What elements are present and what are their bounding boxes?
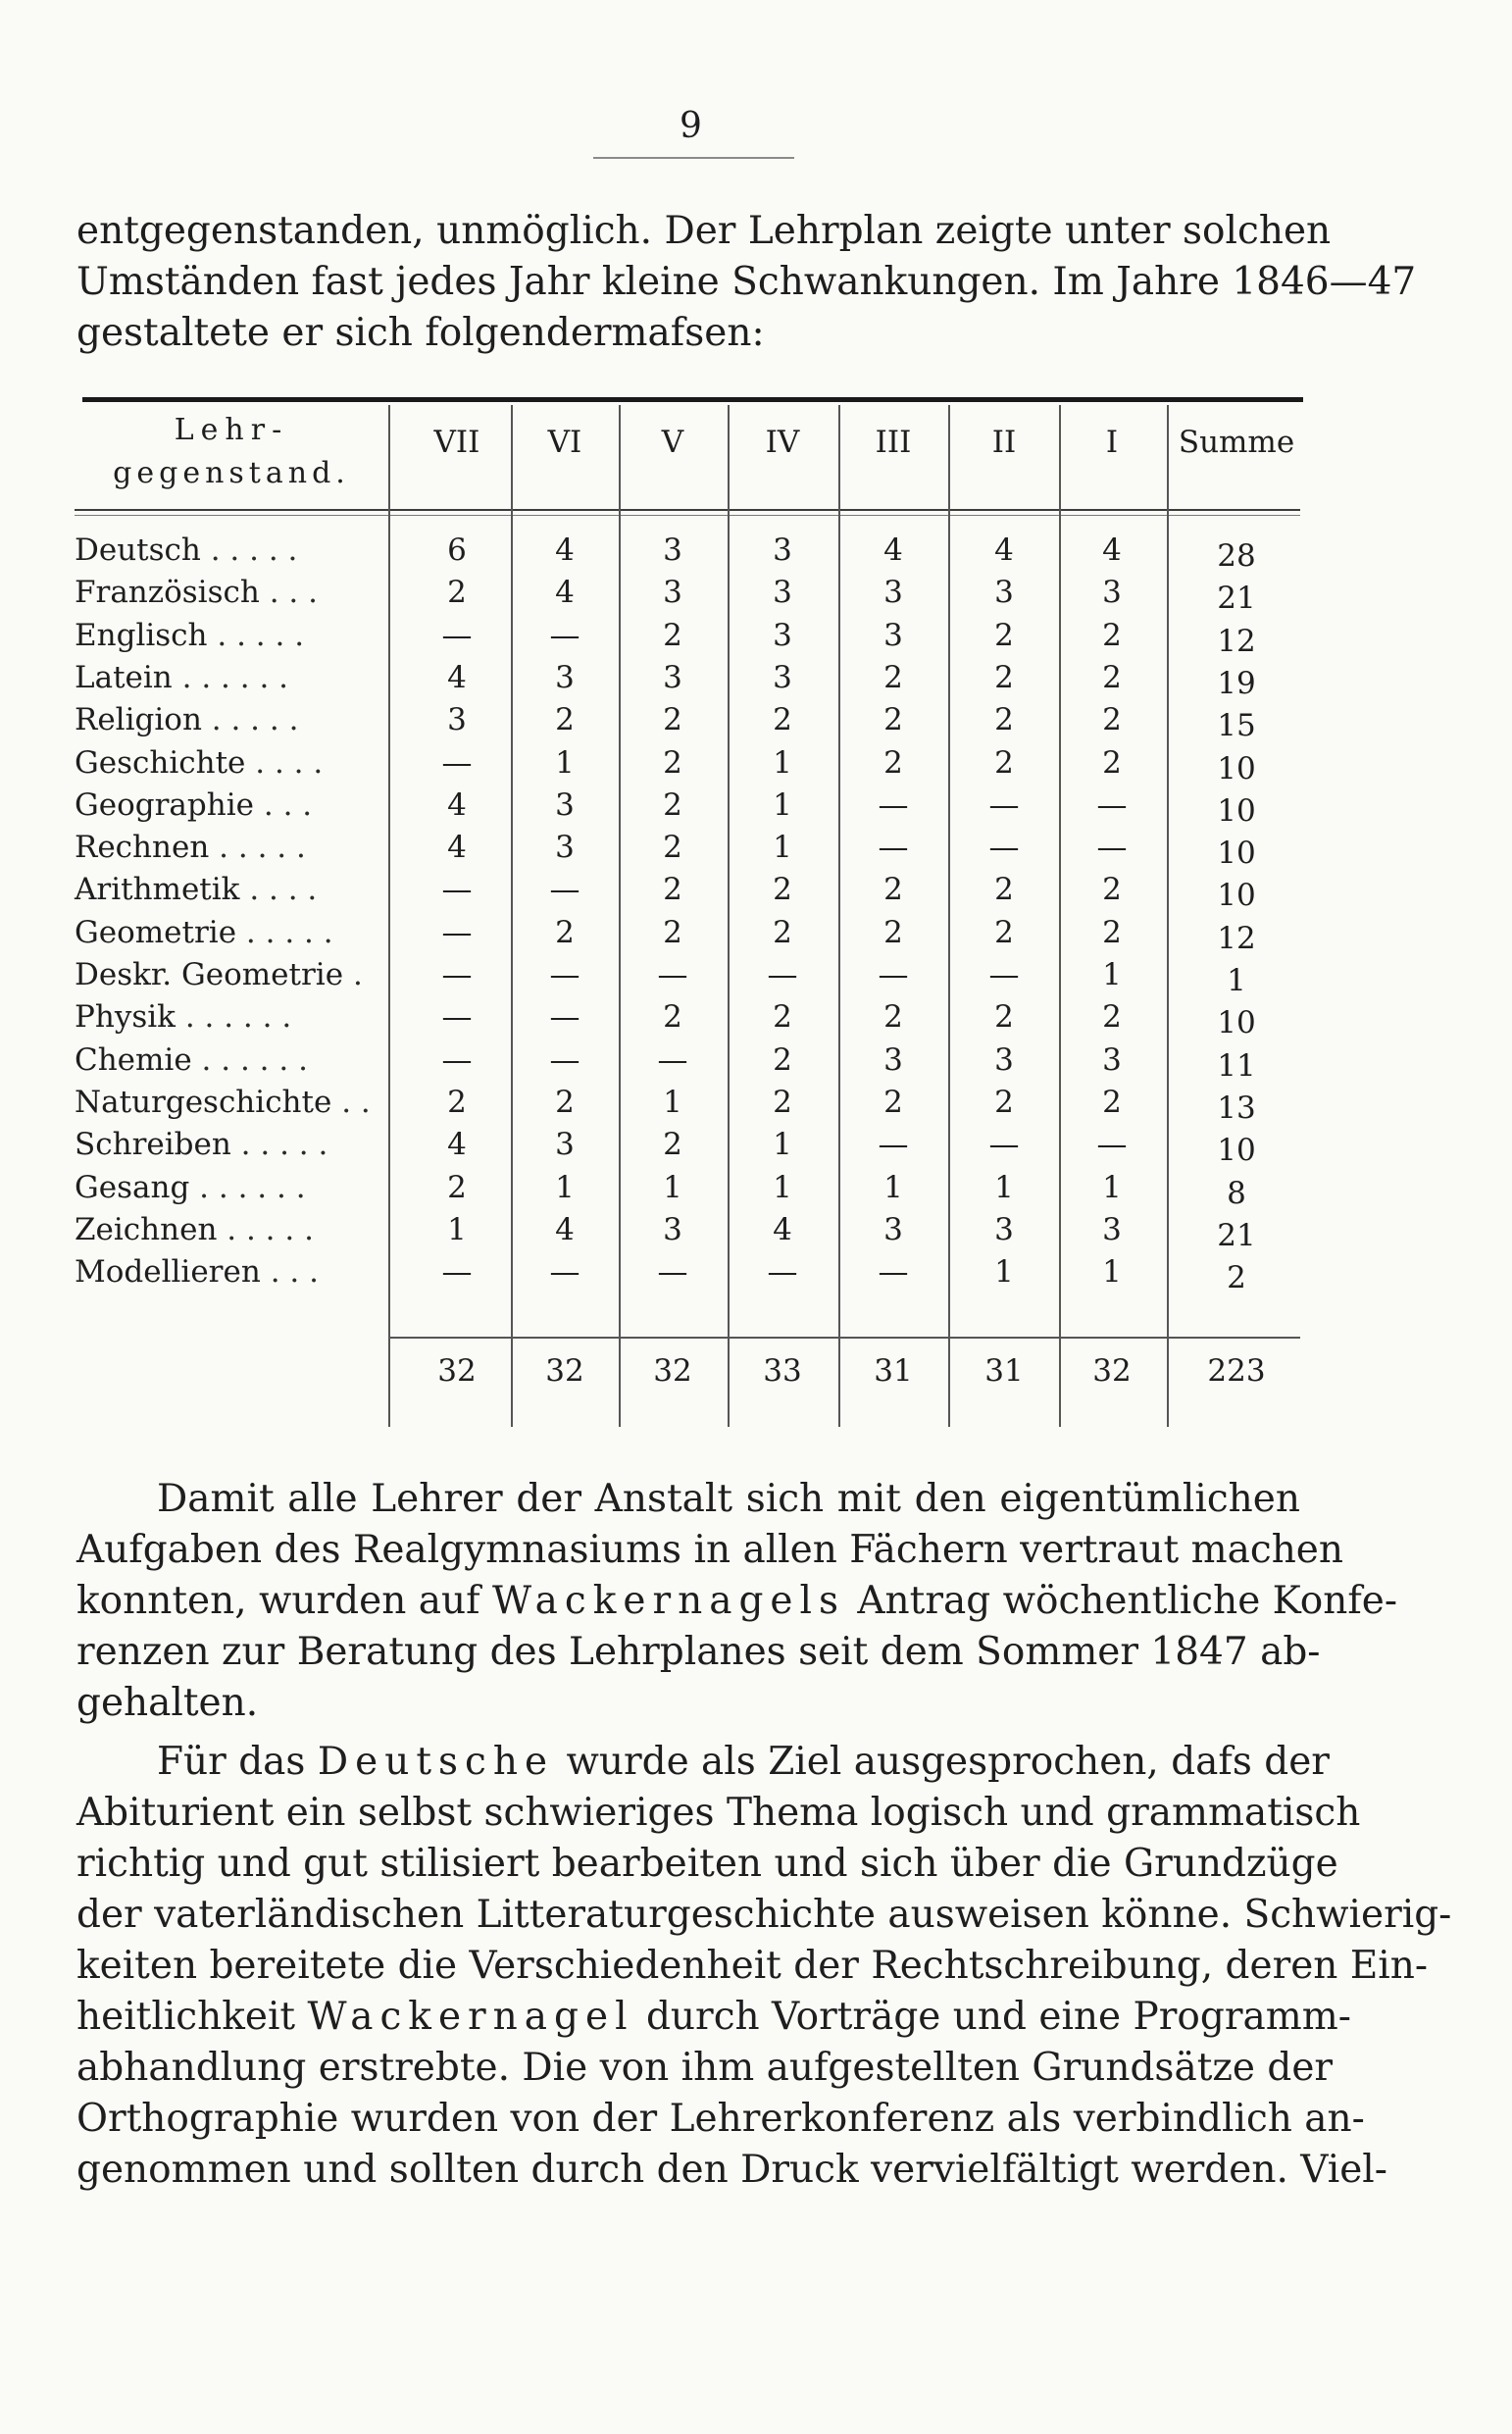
table-cell: 3 [555, 786, 575, 823]
table-cell: 2 [1102, 872, 1122, 908]
table-cell: — [549, 617, 580, 653]
table-cell: 12 [1217, 920, 1256, 956]
table-cell: — [441, 744, 473, 781]
table-cell: 3 [773, 617, 792, 653]
paragraph-line: richtig und gut stilisiert bearbeiten und sich über die Grundzüge [76, 1842, 1338, 1886]
table-cell: 3 [555, 830, 575, 866]
table-row [75, 532, 1300, 575]
text-span: wurde als Ziel ausgesprochen, dafs der [566, 1740, 1330, 1784]
table-cell: — [878, 786, 909, 823]
table-cell: — [441, 1254, 473, 1291]
table-cell: 2 [447, 575, 467, 611]
table-cell: 2 [1102, 744, 1122, 781]
table-cell: 4 [883, 532, 903, 568]
paragraph-line [76, 1737, 1330, 1788]
table-cell: 3 [1102, 1041, 1122, 1078]
table-cell: 10 [1217, 792, 1256, 829]
paragraph-deutsch [76, 1737, 1452, 2196]
row-subject [75, 1170, 388, 1205]
table-cell: 2 [1227, 1260, 1246, 1296]
table-cell: 10 [1217, 836, 1256, 872]
table-cell: 2 [883, 872, 903, 908]
table-cell: 2 [447, 1169, 467, 1205]
table-cell: 21 [1217, 581, 1256, 617]
table-cell: 2 [994, 914, 1014, 950]
table-cell: — [657, 1254, 688, 1291]
table-cell: 2 [883, 702, 903, 738]
table-cell: 1 [1102, 1254, 1122, 1291]
table-cell: 2 [663, 617, 682, 653]
table-cell: 2 [994, 872, 1014, 908]
table-cell: 2 [883, 1084, 903, 1120]
row-subject [75, 999, 388, 1035]
table-cell: 4 [447, 659, 467, 695]
table-row [75, 1212, 1300, 1254]
table-cell: 2 [663, 830, 682, 866]
table-cell: — [657, 1041, 688, 1078]
table-cell: 2 [447, 1084, 467, 1120]
total-cell: 32 [437, 1353, 477, 1389]
column-header: Summe [1178, 425, 1295, 460]
table-cell: 19 [1217, 665, 1256, 701]
column-header: VII [433, 425, 480, 460]
table-cell: 4 [447, 786, 467, 823]
paragraph-line: Damit alle Lehrer der Anstalt sich mit den eigentümlichen [157, 1477, 1300, 1521]
row-subject [75, 1212, 388, 1247]
table-cell: — [549, 1041, 580, 1078]
table-cell: 2 [1102, 659, 1122, 695]
table-cell: 2 [663, 872, 682, 908]
subject-name: Modellieren [75, 1254, 261, 1291]
table-cell: 1 [773, 1127, 792, 1163]
table-cell: 2 [663, 914, 682, 950]
leader-dots: . . . [269, 575, 318, 611]
row-subject [75, 830, 388, 865]
table-cell: 2 [773, 1041, 792, 1078]
intro-line: entgegenstanden, unmöglich. Der Lehrplan zeigte unter solchen [76, 209, 1332, 253]
leader-dots: . . . . [255, 744, 324, 781]
table-cell: 3 [555, 659, 575, 695]
table-cell: 1 [663, 1169, 682, 1205]
subject-name: Zeichnen [75, 1211, 218, 1247]
table-cell: — [878, 1127, 909, 1163]
table-cell: 3 [883, 617, 903, 653]
table-cell: 12 [1217, 623, 1256, 659]
table-cell: 4 [447, 830, 467, 866]
row-subject [75, 1127, 388, 1162]
table-cell: 1 [883, 1169, 903, 1205]
table-cell: 2 [883, 914, 903, 950]
total-cell: 32 [653, 1353, 692, 1389]
table-cell: — [767, 1254, 798, 1291]
table-cell: 2 [883, 744, 903, 781]
table-cell: 3 [447, 702, 467, 738]
table-cell: 1 [1102, 957, 1122, 992]
table-cell: 2 [555, 1084, 575, 1120]
table-cell: 2 [994, 702, 1014, 738]
table-cell: 3 [1102, 1211, 1122, 1247]
table-cell: 1 [994, 1254, 1014, 1291]
paragraph-line [76, 1992, 1351, 2043]
table-row [75, 745, 1300, 787]
total-cell: 31 [984, 1353, 1024, 1389]
table-cell: 2 [773, 914, 792, 950]
total-cell: 32 [1092, 1353, 1132, 1389]
row-subject [75, 660, 388, 695]
table-cell: — [549, 957, 580, 992]
subject-name: Geometrie [75, 914, 237, 950]
table-cell: 2 [1102, 999, 1122, 1036]
table-cell: 11 [1217, 1047, 1256, 1084]
table-cell: 2 [663, 744, 682, 781]
leader-dots: . . . . . [217, 617, 305, 653]
table-row [75, 1170, 1300, 1212]
table-cell: 1 [773, 744, 792, 781]
table-cell: 2 [1102, 617, 1122, 653]
table-cell: 1 [994, 1169, 1014, 1205]
column-header: V [661, 425, 684, 460]
table-cell: 10 [1217, 878, 1256, 914]
table-cell: 2 [555, 702, 575, 738]
table-cell: 8 [1227, 1175, 1246, 1211]
table-cell: 2 [883, 659, 903, 695]
subject-name: Englisch [75, 617, 208, 653]
paragraph-realgymnasium [76, 1474, 1398, 1729]
paragraph-line [76, 1576, 1398, 1627]
column-header: II [991, 425, 1017, 460]
intro-paragraph [76, 206, 1417, 359]
subject-name: Physik [75, 999, 176, 1036]
row-subject [75, 957, 388, 992]
table-cell: 4 [1102, 532, 1122, 568]
table-cell: 3 [773, 659, 792, 695]
table-cell: 2 [883, 999, 903, 1036]
table-cell: — [441, 914, 473, 950]
table-cell: — [878, 830, 909, 866]
leader-dots: . . . [263, 786, 313, 823]
table-cell: 3 [1102, 575, 1122, 611]
subject-name: Geographie [75, 786, 254, 823]
subject-name: Rechnen [75, 830, 210, 866]
table-cell: 2 [663, 786, 682, 823]
table-cell: 2 [773, 1084, 792, 1120]
table-cell: 21 [1217, 1217, 1256, 1253]
table-cell: — [657, 957, 688, 992]
table-cell: — [1096, 1127, 1128, 1163]
table-cell: — [441, 957, 473, 992]
leader-dots: . . . . . [210, 532, 298, 568]
total-cell: 33 [763, 1353, 802, 1389]
table-cell: 3 [994, 1041, 1014, 1078]
row-subject [75, 872, 388, 907]
table-header-rule-thin [75, 515, 1300, 516]
text-span: Für das [157, 1740, 306, 1784]
table-cell: 2 [994, 744, 1014, 781]
totals-row [75, 1353, 1300, 1402]
subject-name: Chemie [75, 1041, 192, 1078]
leader-dots: . . . . . [211, 702, 299, 738]
curriculum-table [75, 397, 1300, 1432]
subject-name: Deutsch [75, 532, 201, 568]
table-row [75, 957, 1300, 999]
table-cell: 2 [663, 1127, 682, 1163]
row-subject [75, 745, 388, 781]
subject-header-line: Lehr- [174, 413, 289, 447]
table-cell: 2 [1102, 914, 1122, 950]
table-cell: 1 [447, 1211, 467, 1247]
paragraph-line: genommen und sollten durch den Druck vervielfältigt werden. Viel- [76, 2148, 1387, 2192]
text-span: Antrag wöchentliche Konfe- [857, 1579, 1398, 1623]
leader-dots: . . . . . [245, 914, 333, 950]
table-cell: 13 [1217, 1090, 1256, 1126]
row-subject [75, 787, 388, 823]
row-subject [75, 575, 388, 610]
table-cell: 3 [773, 575, 792, 611]
table-row [75, 999, 1300, 1041]
table-row [75, 1042, 1300, 1085]
subject-name: Schreiben [75, 1127, 231, 1163]
table-row [75, 915, 1300, 957]
leader-dots: . . . . . [240, 1127, 328, 1163]
subject-name: Naturgeschichte [75, 1084, 332, 1120]
table-cell: — [549, 1254, 580, 1291]
leader-dots: . . . . . . [199, 1169, 306, 1205]
intro-line: gestaltete er sich folgendermafsen: [76, 311, 765, 355]
table-cell: 1 [1227, 963, 1246, 998]
subject-name: Geschichte [75, 744, 246, 781]
subject-name: Latein [75, 659, 173, 695]
row-subject [75, 618, 388, 653]
table-cell: 2 [1102, 702, 1122, 738]
total-cell: 32 [545, 1353, 584, 1389]
table-cell: 3 [994, 575, 1014, 611]
table-row [75, 787, 1300, 830]
table-top-rule [82, 397, 1303, 402]
table-cell: 2 [1102, 1084, 1122, 1120]
table-cell: 3 [555, 1127, 575, 1163]
subject-header-line: gegenstand. [113, 456, 350, 490]
table-cell: 3 [663, 659, 682, 695]
table-cell: 28 [1217, 538, 1256, 574]
total-cell: 31 [874, 1353, 913, 1389]
table-cell: 2 [555, 914, 575, 950]
table-cell: — [441, 872, 473, 908]
table-cell: — [549, 872, 580, 908]
table-cell: 2 [663, 999, 682, 1036]
table-cell: 3 [663, 1211, 682, 1247]
word-deutsche: Deutsche [317, 1740, 555, 1784]
table-cell: 15 [1217, 708, 1256, 744]
table-cell: 4 [555, 1211, 575, 1247]
row-subject [75, 702, 388, 737]
table-cell: — [878, 1254, 909, 1291]
column-header: III [875, 425, 912, 460]
paragraph-line: keiten bereitete die Verschiedenheit der Rechtschreibung, deren Ein- [76, 1944, 1429, 1988]
table-row [75, 702, 1300, 744]
table-cell: — [767, 957, 798, 992]
table-cell: 3 [883, 1041, 903, 1078]
table-cell: 2 [994, 659, 1014, 695]
paragraph-line: renzen zur Beratung des Lehrplanes seit dem Sommer 1847 ab- [76, 1630, 1321, 1674]
paragraph-line: Abiturient ein selbst schwieriges Thema logisch und grammatisch [76, 1791, 1361, 1835]
table-cell: 4 [994, 532, 1014, 568]
table-cell: — [441, 999, 473, 1036]
table-cell: — [988, 1127, 1020, 1163]
table-cell: 1 [555, 1169, 575, 1205]
table-cell: 1 [555, 744, 575, 781]
leader-dots: . [352, 957, 363, 992]
table-cell: 3 [663, 575, 682, 611]
table-cell: 6 [447, 532, 467, 568]
column-header: I [1105, 425, 1119, 460]
table-cell: 4 [555, 532, 575, 568]
text-span: durch Vorträge und eine Programm- [645, 1995, 1351, 2039]
row-subject [75, 532, 388, 568]
page-number: 9 [680, 106, 703, 146]
table-row [75, 575, 1300, 617]
table-cell: 3 [663, 532, 682, 568]
leader-dots: . . . . [249, 872, 318, 908]
name-wackernagel: Wackernagel [307, 1995, 634, 2039]
table-cell: 3 [773, 532, 792, 568]
paragraph-line: der vaterländischen Litteraturgeschichte ausweisen könne. Schwierig- [76, 1893, 1452, 1937]
row-subject [75, 1085, 388, 1120]
row-subject [75, 1042, 388, 1078]
leader-dots: . . . . . [219, 830, 306, 866]
leader-dots: . . . . . . [201, 1041, 308, 1078]
row-subject [75, 1254, 388, 1290]
table-cell: — [1096, 786, 1128, 823]
table-header-rule [75, 509, 1300, 511]
table-cell: 3 [883, 1211, 903, 1247]
text-span: heitlichkeit [76, 1995, 296, 2039]
table-cell: 2 [773, 872, 792, 908]
subject-name: Arithmetik [75, 872, 240, 908]
table-cell: 1 [663, 1084, 682, 1120]
table-cell: 4 [555, 575, 575, 611]
table-cell: 10 [1217, 750, 1256, 786]
intro-line: Umständen fast jedes Jahr kleine Schwankungen. Im Jahre 1846—47 [76, 260, 1417, 304]
subject-name: Deskr. Geometrie [75, 957, 344, 992]
table-cell: — [1096, 830, 1128, 866]
table-cell: — [878, 957, 909, 992]
table-cell: 2 [994, 1084, 1014, 1120]
table-cell: — [988, 957, 1020, 992]
table-cell: 2 [994, 999, 1014, 1036]
table-cell: 4 [773, 1211, 792, 1247]
table-row [75, 1085, 1300, 1127]
table-cell: — [988, 830, 1020, 866]
table-cell: 4 [447, 1127, 467, 1163]
table-cell: 3 [994, 1211, 1014, 1247]
table-cell: — [988, 786, 1020, 823]
table-cell: 2 [773, 702, 792, 738]
column-header: VI [547, 425, 582, 460]
table-cell: — [441, 617, 473, 653]
table-cell: 1 [773, 830, 792, 866]
table-cell: 2 [663, 702, 682, 738]
table-cell: 2 [994, 617, 1014, 653]
table-cell: 2 [773, 999, 792, 1036]
table-cell: 1 [1102, 1169, 1122, 1205]
table-row [75, 618, 1300, 660]
table-row [75, 872, 1300, 914]
leader-dots: . . . [270, 1254, 319, 1291]
subject-name: Religion [75, 702, 202, 738]
paragraph-line: Orthographie wurden von der Lehrerkonferenz als verbindlich an- [76, 2097, 1365, 2141]
leader-dots: . . . . . [227, 1211, 314, 1247]
table-sum-rule [388, 1337, 1300, 1339]
subject-name: Gesang [75, 1169, 190, 1205]
table-cell: 3 [883, 575, 903, 611]
column-header: IV [765, 425, 800, 460]
table-cell: — [441, 1041, 473, 1078]
text-span: konnten, wurden auf [76, 1579, 480, 1623]
table-row [75, 830, 1300, 872]
subject-column-header [75, 409, 388, 495]
total-cell: 223 [1207, 1353, 1266, 1389]
table-cell: 10 [1217, 1005, 1256, 1041]
name-wackernagel: Wackernagels [491, 1579, 845, 1623]
table-row [75, 1127, 1300, 1169]
table-cell: 10 [1217, 1133, 1256, 1169]
page-number-rule [593, 157, 794, 159]
leader-dots: . . [341, 1084, 371, 1120]
table-cell: — [549, 999, 580, 1036]
paragraph-line: abhandlung erstrebte. Die von ihm aufgestellten Grundsätze der [76, 2046, 1334, 2090]
row-subject [75, 915, 388, 950]
table-row [75, 1254, 1300, 1296]
paragraph-line: Aufgaben des Realgymnasiums in allen Fächern vertraut machen [76, 1528, 1344, 1572]
table-cell: 1 [773, 786, 792, 823]
subject-name: Französisch [75, 575, 260, 611]
leader-dots: . . . . . . [184, 999, 292, 1036]
leader-dots: . . . . . . [181, 659, 289, 695]
table-cell: 1 [773, 1169, 792, 1205]
paragraph-line: gehalten. [76, 1681, 259, 1725]
table-row [75, 660, 1300, 702]
